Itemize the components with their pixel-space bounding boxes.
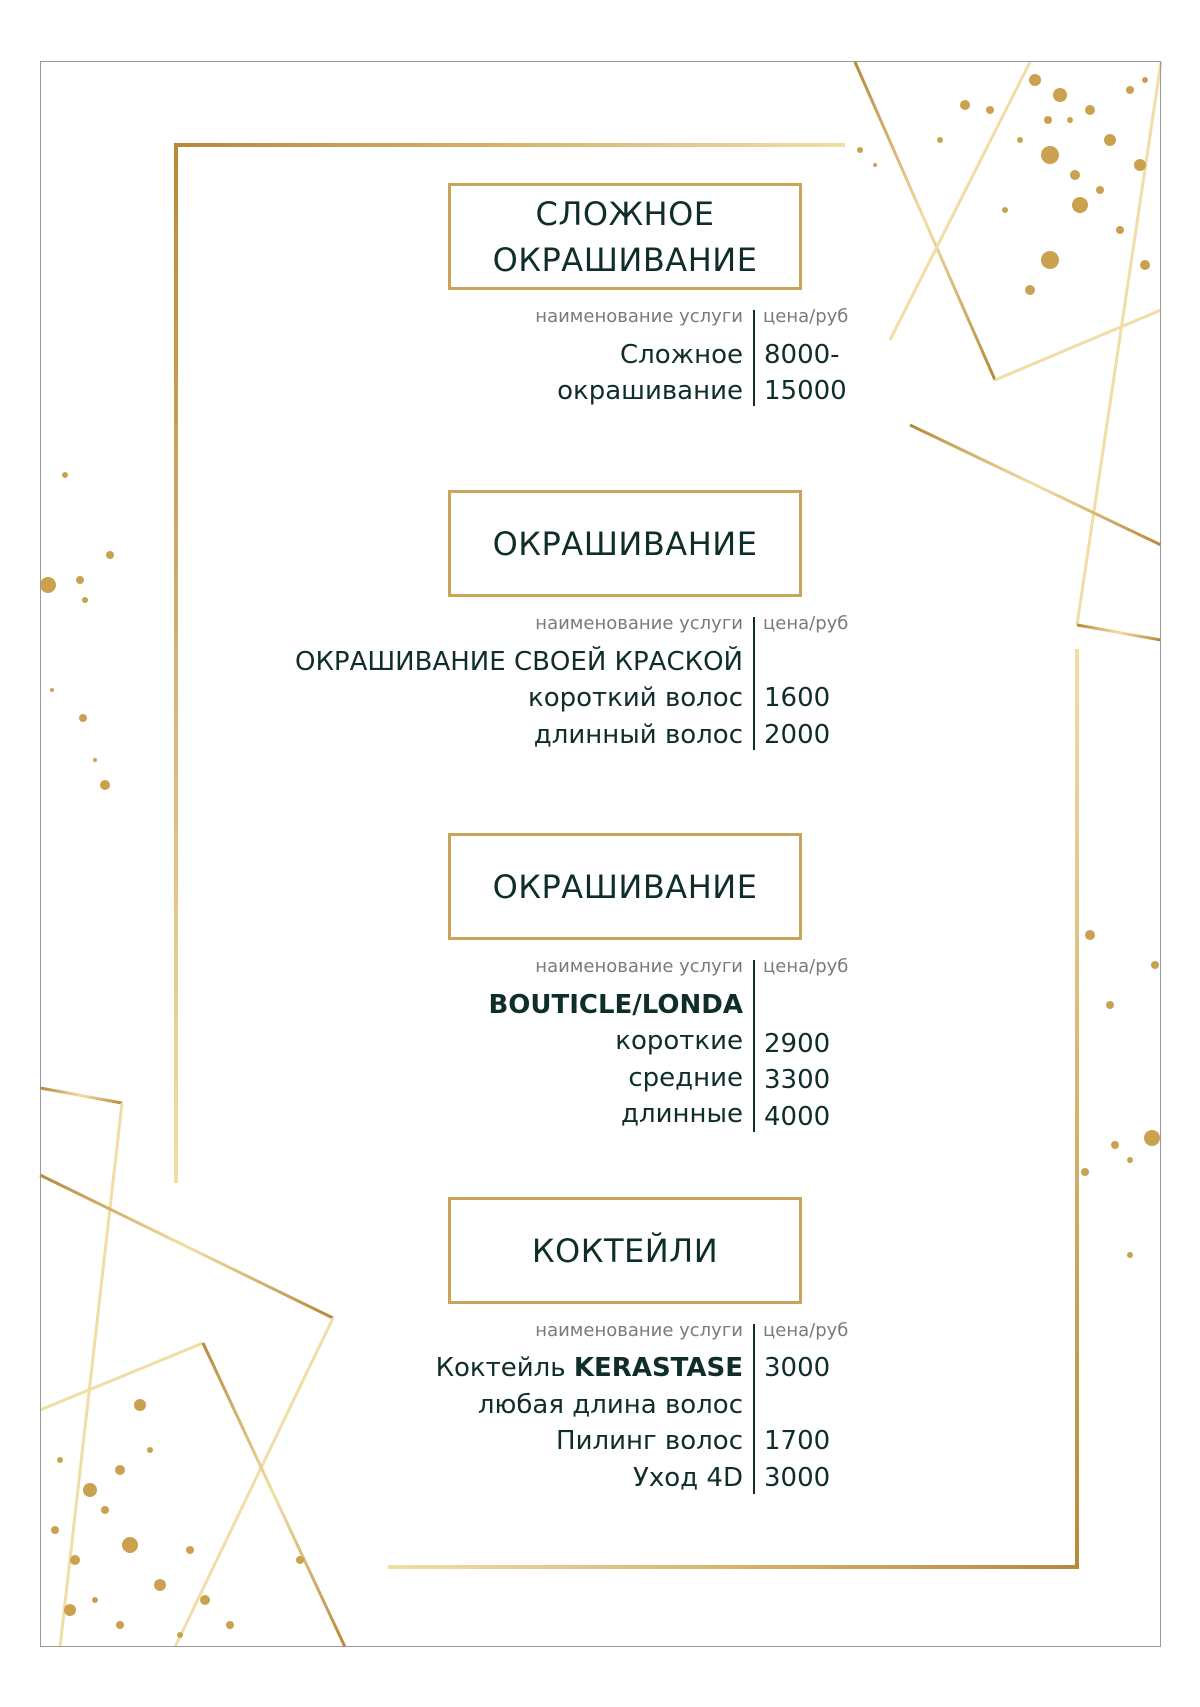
column-header-name: наименование услуги: [535, 1320, 743, 1341]
column-divider: [753, 1324, 755, 1494]
service-price: 2000: [764, 720, 831, 750]
service-name-prefix: Коктейль: [435, 1353, 574, 1383]
column-header-name: наименование услуги: [535, 613, 743, 634]
column-divider: [753, 617, 755, 750]
brand-name: BOUTICLE/LONDA: [488, 990, 743, 1020]
service-name: короткие: [615, 1026, 743, 1056]
service-price: 3300: [764, 1065, 831, 1095]
column-header-price: цена/руб: [763, 306, 849, 327]
service-note: любая длина волос: [477, 1390, 743, 1420]
section-title: ОКРАШИВАНИЕ: [492, 524, 758, 563]
service-name: длинные: [620, 1099, 743, 1129]
service-name: [436, 1350, 743, 1386]
service-price: 8000-: [764, 340, 840, 370]
service-name: Сложное: [619, 340, 743, 370]
service-name: Пилинг волос: [556, 1426, 743, 1456]
service-name: средние: [628, 1063, 743, 1093]
service-name: длинный волос: [533, 720, 743, 750]
brand-name: KERASTASE: [573, 1353, 743, 1383]
service-name: Уход 4D: [633, 1463, 743, 1493]
service-name: окрашивание: [557, 376, 743, 406]
column-header-name: наименование услуги: [535, 956, 743, 977]
service-price: 2900: [764, 1029, 831, 1059]
column-header-name: наименование услуги: [535, 306, 743, 327]
column-divider: [753, 960, 755, 1132]
section-title: КОКТЕЙЛИ: [531, 1231, 719, 1270]
section-title: ОКРАШИВАНИЕ: [492, 867, 758, 906]
service-price: 1600: [764, 683, 831, 713]
column-divider: [753, 310, 755, 406]
service-price: 3000: [764, 1463, 831, 1493]
section-title-box: [448, 833, 802, 940]
section-title-box: [448, 183, 802, 290]
column-header-price: цена/руб: [763, 613, 849, 634]
section-title-box: [448, 1197, 802, 1304]
service-price: 1700: [764, 1426, 831, 1456]
section-title-box: [448, 490, 802, 597]
column-header-price: цена/руб: [763, 956, 849, 977]
service-price: 3000: [764, 1353, 831, 1383]
service-name: ОКРАШИВАНИЕ СВОЕЙ КРАСКОЙ: [294, 647, 743, 677]
service-name: короткий волос: [528, 683, 743, 713]
section-title: СЛОЖНОЕ ОКРАШИВАНИЕ: [492, 194, 758, 279]
column-header-price: цена/руб: [763, 1320, 849, 1341]
service-price: 4000: [764, 1102, 831, 1132]
service-price: 15000: [764, 376, 847, 406]
